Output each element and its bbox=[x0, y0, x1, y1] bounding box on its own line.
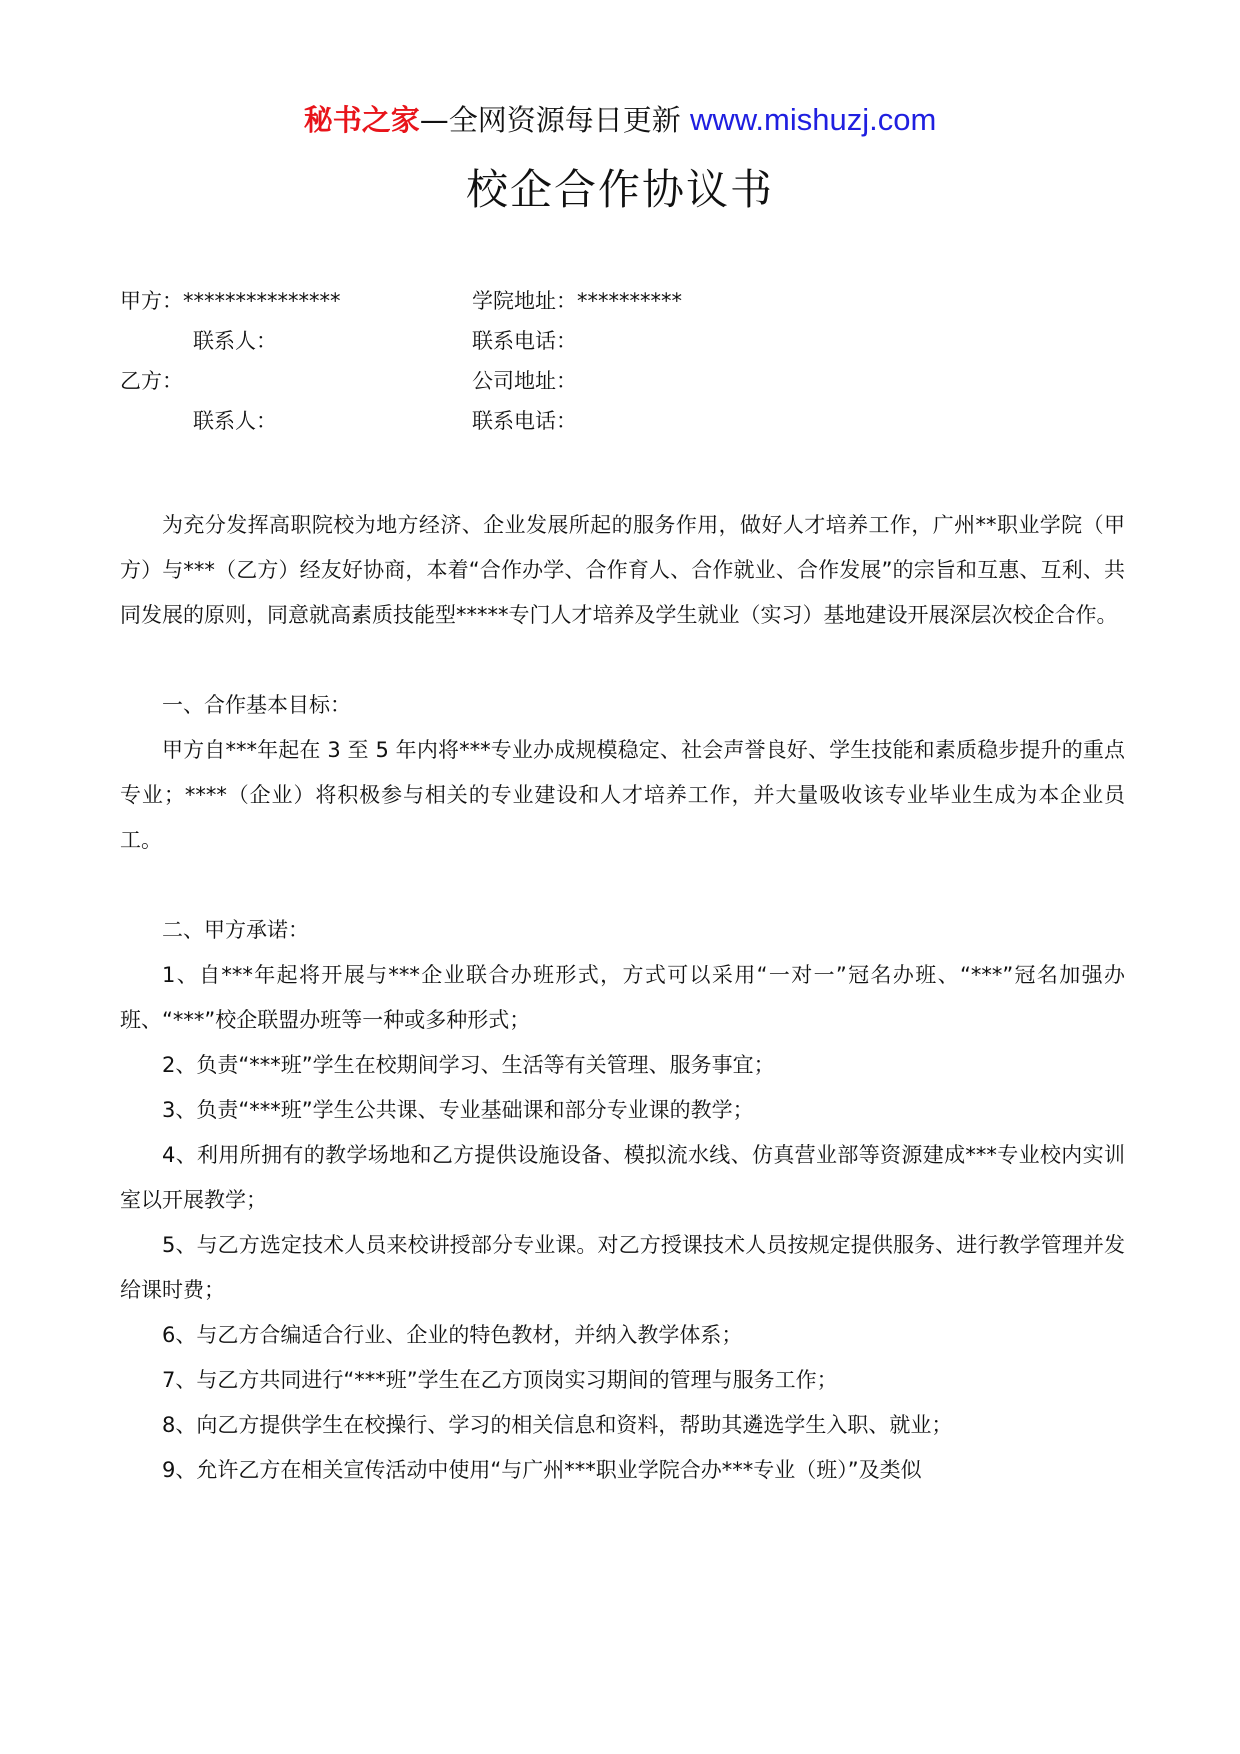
company-address-label: 公司地址： bbox=[472, 369, 577, 393]
intro-paragraph: 为充分发挥高职院校为地方经济、企业发展所起的服务作用，做好人才培养工作，广州**职业学院（甲方）与***（乙方）经友好协商，本着“合作办学、合作育人、合作就业、合作发展”的宗旨和互惠、互利、共同发展的原则，同意就高素质技能型*****专门人才培养及学生就业（实习）基地建设开展深层次校企合作。 bbox=[120, 513, 1125, 627]
party-a-row bbox=[120, 286, 1130, 316]
section2-item-6: 6、与乙方合编适合行业、企业的特色教材，并纳入教学体系； bbox=[162, 1323, 743, 1347]
party-a-label: 甲方：*************** bbox=[120, 289, 341, 313]
site-banner bbox=[0, 100, 1240, 140]
section2-item-3: 3、负责“***班”学生公共课、专业基础课和部分专业课的教学； bbox=[162, 1098, 754, 1122]
phone-b-label: 联系电话： bbox=[472, 409, 577, 433]
contact-b-label: 联系人： bbox=[193, 409, 277, 433]
banner-url-link[interactable]: www.mishuzj.com bbox=[689, 102, 937, 137]
banner-brand: 秘书之家 bbox=[303, 103, 420, 137]
section2-item-9: 9、允许乙方在相关宣传活动中使用“与广州***职业学院合办***专业（班）”及类似 bbox=[162, 1458, 922, 1482]
section1-heading: 一、合作基本目标： bbox=[162, 693, 351, 717]
section2-heading: 二、甲方承诺： bbox=[162, 918, 309, 942]
banner-slogan: —全网资源每日更新 bbox=[419, 103, 690, 137]
contact-a-row bbox=[120, 326, 1130, 356]
section2-item-7: 7、与乙方共同进行“***班”学生在乙方顶岗实习期间的管理与服务工作； bbox=[162, 1368, 838, 1392]
phone-a-label: 联系电话： bbox=[472, 329, 577, 353]
section2-item-2: 2、负责“***班”学生在校期间学习、生活等有关管理、服务事宜； bbox=[162, 1053, 775, 1077]
section2-item-4: 4、利用所拥有的教学场地和乙方提供设施设备、模拟流水线、仿真营业部等资源建成***专业校内实训室以开展教学； bbox=[120, 1143, 1125, 1212]
party-b-row bbox=[120, 366, 1130, 396]
school-address-label: 学院地址：********** bbox=[472, 289, 682, 313]
section1-paragraph: 甲方自***年起在 3 至 5 年内将***专业办成规模稳定、社会声誉良好、学生技能和素质稳步提升的重点专业；****（企业）将积极参与相关的专业建设和人才培养工作，并大量吸收该专业毕业生成为本企业员工。 bbox=[120, 738, 1125, 852]
contact-b-row bbox=[120, 406, 1130, 436]
section2-item-8: 8、向乙方提供学生在校操行、学习的相关信息和资料，帮助其遴选学生入职、就业； bbox=[162, 1413, 953, 1437]
section2-item-1: 1、自***年起将开展与***企业联合办班形式，方式可以采用“一对一”冠名办班、“***”冠名加强办班、“***”校企联盟办班等一种或多种形式； bbox=[120, 963, 1125, 1032]
contact-a-label: 联系人： bbox=[193, 329, 277, 353]
document-title: 校企合作协议书 bbox=[465, 165, 774, 214]
party-b-label: 乙方： bbox=[120, 369, 183, 393]
agreement-body bbox=[120, 503, 1125, 1493]
section2-item-5: 5、与乙方选定技术人员来校讲授部分专业课。对乙方授课技术人员按规定提供服务、进行教学管理并发给课时费； bbox=[120, 1233, 1125, 1302]
